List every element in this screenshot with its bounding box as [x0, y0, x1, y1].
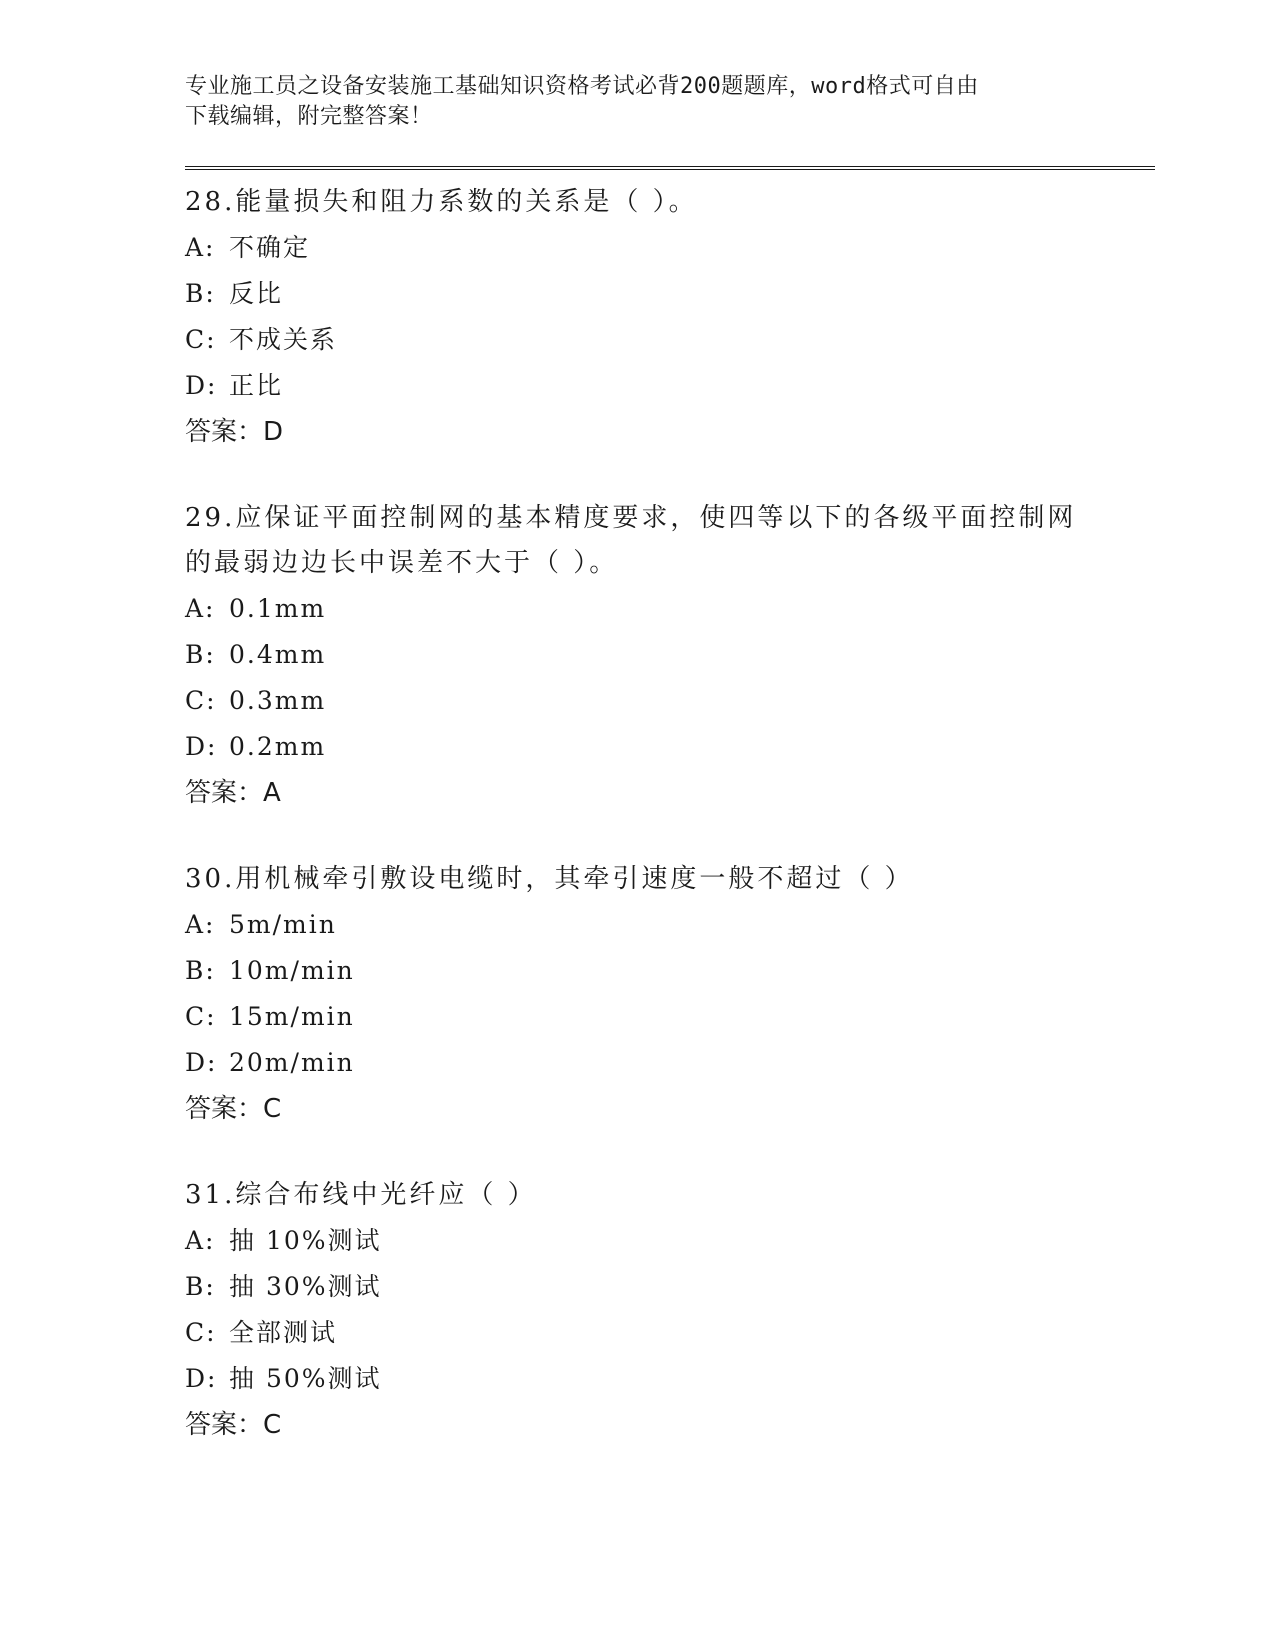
option-b	[185, 948, 1155, 994]
question-text	[185, 1173, 1065, 1218]
option-d	[185, 724, 1155, 770]
question-line: 31.综合布线中光纤应（ ）	[185, 1180, 537, 1210]
option-text: 5m/min	[229, 910, 337, 939]
answer-line: 答案：D	[185, 417, 284, 447]
question-line: 30.用机械牵引敷设电缆时，其牵引速度一般不超过（ ）	[185, 864, 914, 894]
option-text: 不成关系	[229, 325, 338, 354]
option-text: 0.2mm	[229, 732, 327, 761]
option-d	[185, 1040, 1155, 1086]
option-c	[185, 1310, 1155, 1356]
question-text	[185, 857, 1065, 902]
option-letter: D:	[185, 1364, 218, 1393]
document-header	[185, 72, 1065, 132]
option-text: 不确定	[229, 233, 311, 262]
option-letter: B:	[185, 1272, 216, 1301]
option-letter: C:	[185, 1002, 217, 1031]
option-text: 全部测试	[229, 1318, 338, 1347]
spacer	[185, 1132, 1155, 1173]
question-text	[185, 180, 1065, 225]
option-letter: D:	[185, 732, 218, 761]
option-text: 正比	[229, 371, 284, 400]
question-line: 28.能量损失和阻力系数的关系是（ ）。	[185, 187, 698, 217]
option-text: 15m/min	[229, 1002, 355, 1031]
option-letter: B:	[185, 640, 216, 669]
option-a	[185, 586, 1155, 632]
option-letter: A:	[185, 233, 216, 262]
option-d	[185, 363, 1155, 409]
question-29	[185, 496, 1155, 816]
option-a	[185, 1218, 1155, 1264]
option-text: 抽 50%测试	[229, 1364, 382, 1393]
option-c	[185, 994, 1155, 1040]
question-30	[185, 857, 1155, 1132]
option-letter: D:	[185, 371, 218, 400]
option-c	[185, 678, 1155, 724]
answer-line: 答案：C	[185, 1410, 282, 1440]
spacer	[185, 816, 1155, 857]
option-letter: C:	[185, 325, 217, 354]
question-28	[185, 180, 1155, 455]
option-b	[185, 1264, 1155, 1310]
option-text: 抽 30%测试	[229, 1272, 382, 1301]
document-page	[185, 72, 1155, 1448]
option-letter: D:	[185, 1048, 218, 1077]
question-line: 29.应保证平面控制网的基本精度要求，使四等以下的各级平面控制网	[185, 503, 1077, 533]
option-c	[185, 317, 1155, 363]
option-a	[185, 225, 1155, 271]
option-letter: C:	[185, 686, 217, 715]
option-letter: A:	[185, 594, 216, 623]
option-letter: B:	[185, 279, 216, 308]
option-text: 0.4mm	[229, 640, 327, 669]
question-line: 的最弱边边长中误差不大于（ ）。	[185, 548, 619, 578]
spacer	[185, 455, 1155, 496]
option-text: 20m/min	[229, 1048, 355, 1077]
header-divider	[185, 166, 1155, 170]
option-text: 反比	[229, 279, 284, 308]
option-letter: A:	[185, 910, 216, 939]
question-text	[185, 496, 1077, 586]
question-31	[185, 1173, 1155, 1448]
option-d	[185, 1356, 1155, 1402]
option-text: 0.3mm	[229, 686, 327, 715]
option-text: 10m/min	[229, 956, 355, 985]
option-a	[185, 902, 1155, 948]
header-line: 专业施工员之设备安装施工基础知识资格考试必背200题题库，word格式可自由	[185, 74, 979, 99]
option-b	[185, 632, 1155, 678]
option-text: 0.1mm	[229, 594, 327, 623]
option-b	[185, 271, 1155, 317]
question-list	[185, 180, 1155, 1448]
answer-line: 答案：A	[185, 778, 281, 808]
option-letter: C:	[185, 1318, 217, 1347]
option-letter: B:	[185, 956, 216, 985]
header-line: 下载编辑，附完整答案！	[185, 104, 433, 129]
option-text: 抽 10%测试	[229, 1226, 382, 1255]
option-letter: A:	[185, 1226, 216, 1255]
answer-line: 答案：C	[185, 1094, 282, 1124]
